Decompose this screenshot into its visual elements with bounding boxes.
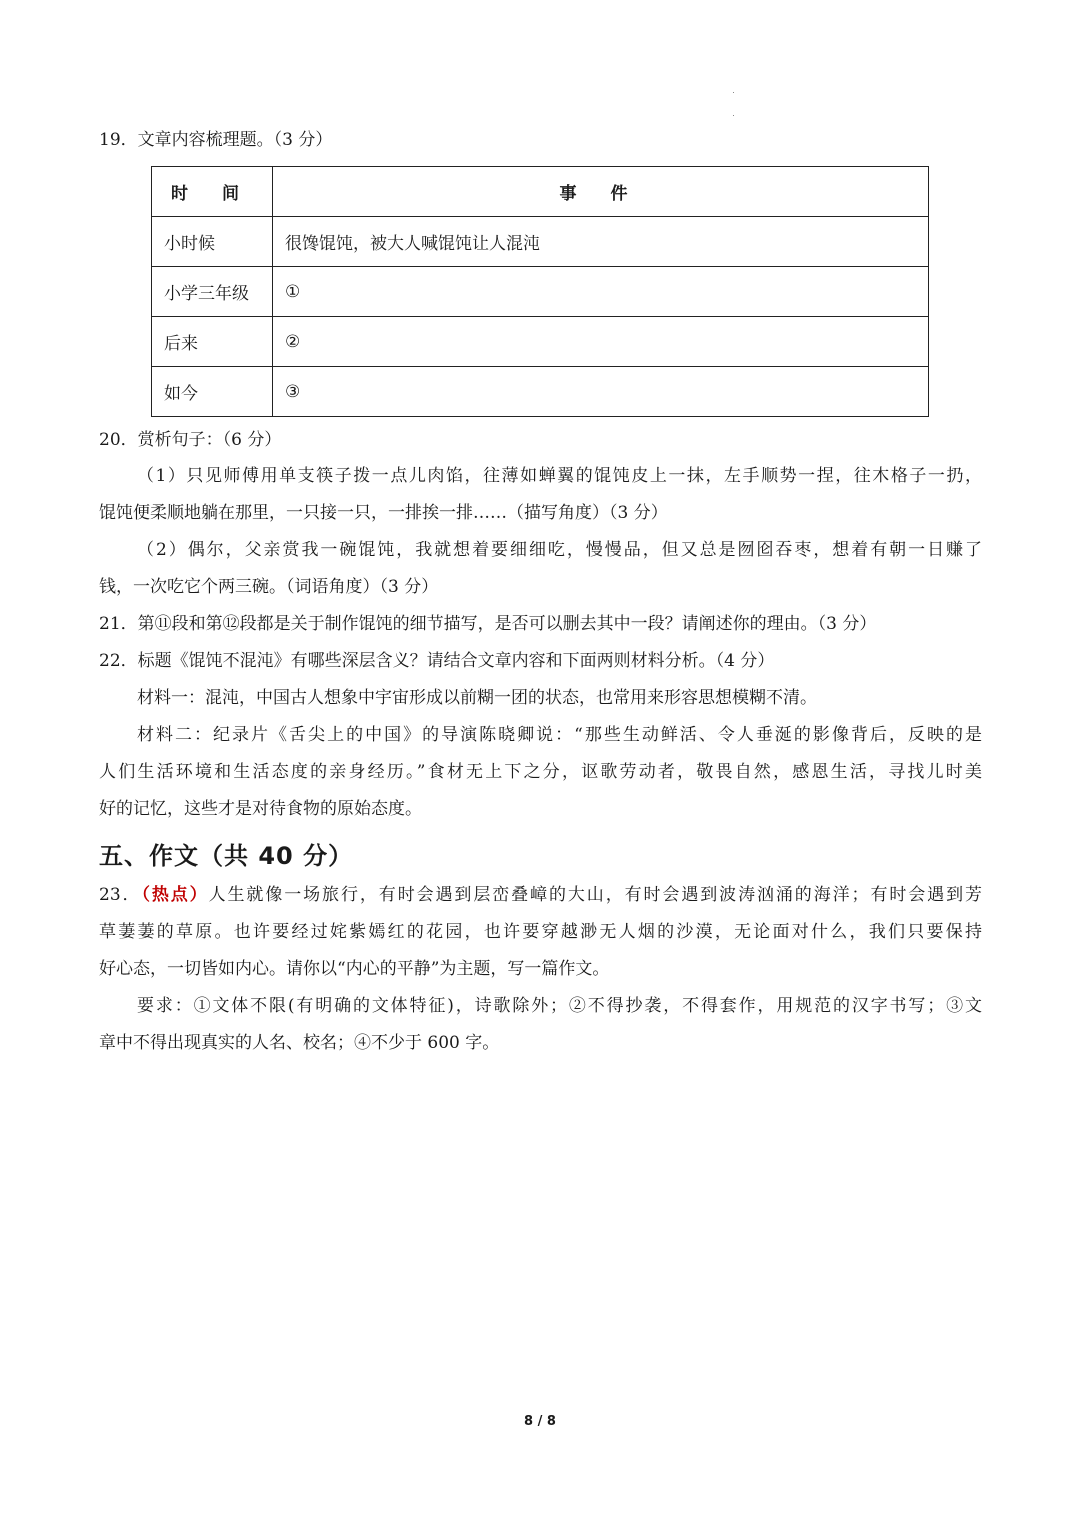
question-23-line-2: 草萋萋的草原。也许要经过姹紫嫣红的花园，也许要穿越渺无人烟的沙漠，无论面对什么，我们只要保持 (99, 922, 982, 942)
table-row (152, 217, 929, 267)
section-5-title: 五、作文（共 40 分） (99, 842, 354, 870)
cell-time: 后来 (152, 317, 273, 367)
question-23-line-3: 好心态，一切皆如内心。请你以“内心的平静”为主题，写一篇作文。 (99, 959, 610, 979)
material-2-line-3: 好的记忆，这些才是对待食物的原始态度。 (99, 799, 422, 819)
sentence-1-line-2: 馄饨便柔顺地躺在那里，一只接一只，一排挨一排……（描写角度）（3 分） (99, 503, 668, 523)
table-row (152, 317, 929, 367)
question-19-title: 19．文章内容梳理题。（3 分） (99, 130, 333, 150)
cell-event: ① (273, 267, 929, 317)
question-23-text: 人生就像一场旅行，有时会遇到层峦叠嶂的大山，有时会遇到波涛汹涌的海洋；有时会遇到芳 (208, 885, 982, 905)
cell-time: 小学三年级 (152, 267, 273, 317)
header-time: 时 间 (152, 167, 273, 217)
question-22-title: 22．标题《馄饨不混沌》有哪些深层含义？请结合文章内容和下面两则材料分析。（4 分） (99, 651, 775, 671)
question-23-number: 23． (99, 885, 142, 905)
page-number: 8 / 8 (524, 1414, 556, 1429)
header-event: 事 件 (273, 167, 929, 217)
cell-event: ③ (273, 367, 929, 417)
requirements-line-1: 要求：①文体不限(有明确的文体特征)，诗歌除外；②不得抄袭，不得套作，用规范的汉字书写；③文 (137, 996, 982, 1016)
cell-event: 很馋馄饨，被大人喊馄饨让人混沌 (273, 217, 929, 267)
scan-marks (733, 92, 736, 138)
table-header-row (152, 167, 929, 217)
cell-time: 如今 (152, 367, 273, 417)
cell-time: 小时候 (152, 217, 273, 267)
table-row (152, 267, 929, 317)
sentence-2-line-2: 钱，一次吃它个两三碗。（词语角度）（3 分） (99, 577, 439, 597)
material-2-line-1: 材料二：纪录片《舌尖上的中国》的导演陈晓卿说：“那些生动鲜活、令人垂涎的影像背后，反映的是 (137, 725, 982, 745)
hot-topic-tag: （热点） (141, 885, 209, 905)
question-21: 21．第⑪段和第⑫段都是关于制作馄饨的细节描写，是否可以删去其中一段？请阐述你的理由。（3 分） (99, 614, 877, 634)
events-table (151, 166, 929, 417)
sentence-1-line-1: （1）只见师傅用单支筷子拨一点儿肉馅，往薄如蝉翼的馄饨皮上一抹，左手顺势一捏，往木格子一扔， (137, 466, 982, 486)
cell-event: ② (273, 317, 929, 367)
material-1: 材料一：混沌，中国古人想象中宇宙形成以前糊一团的状态，也常用来形容思想模糊不清。 (137, 688, 817, 708)
question-20-title: 20．赏析句子：（6 分） (99, 430, 282, 450)
question-23-line-1 (99, 883, 982, 907)
requirements-line-2: 章中不得出现真实的人名、校名；④不少于 600 字。 (99, 1033, 500, 1053)
table-row (152, 367, 929, 417)
sentence-2-line-1: （2）偶尔，父亲赏我一碗馄饨，我就想着要细细吃，慢慢品，但又总是囫囵吞枣，想着有朝一日赚了 (137, 540, 982, 560)
material-2-line-2: 人们生活环境和生活态度的亲身经历。”食材无上下之分，讴歌劳动者，敬畏自然，感恩生活，寻找儿时美 (99, 762, 982, 782)
